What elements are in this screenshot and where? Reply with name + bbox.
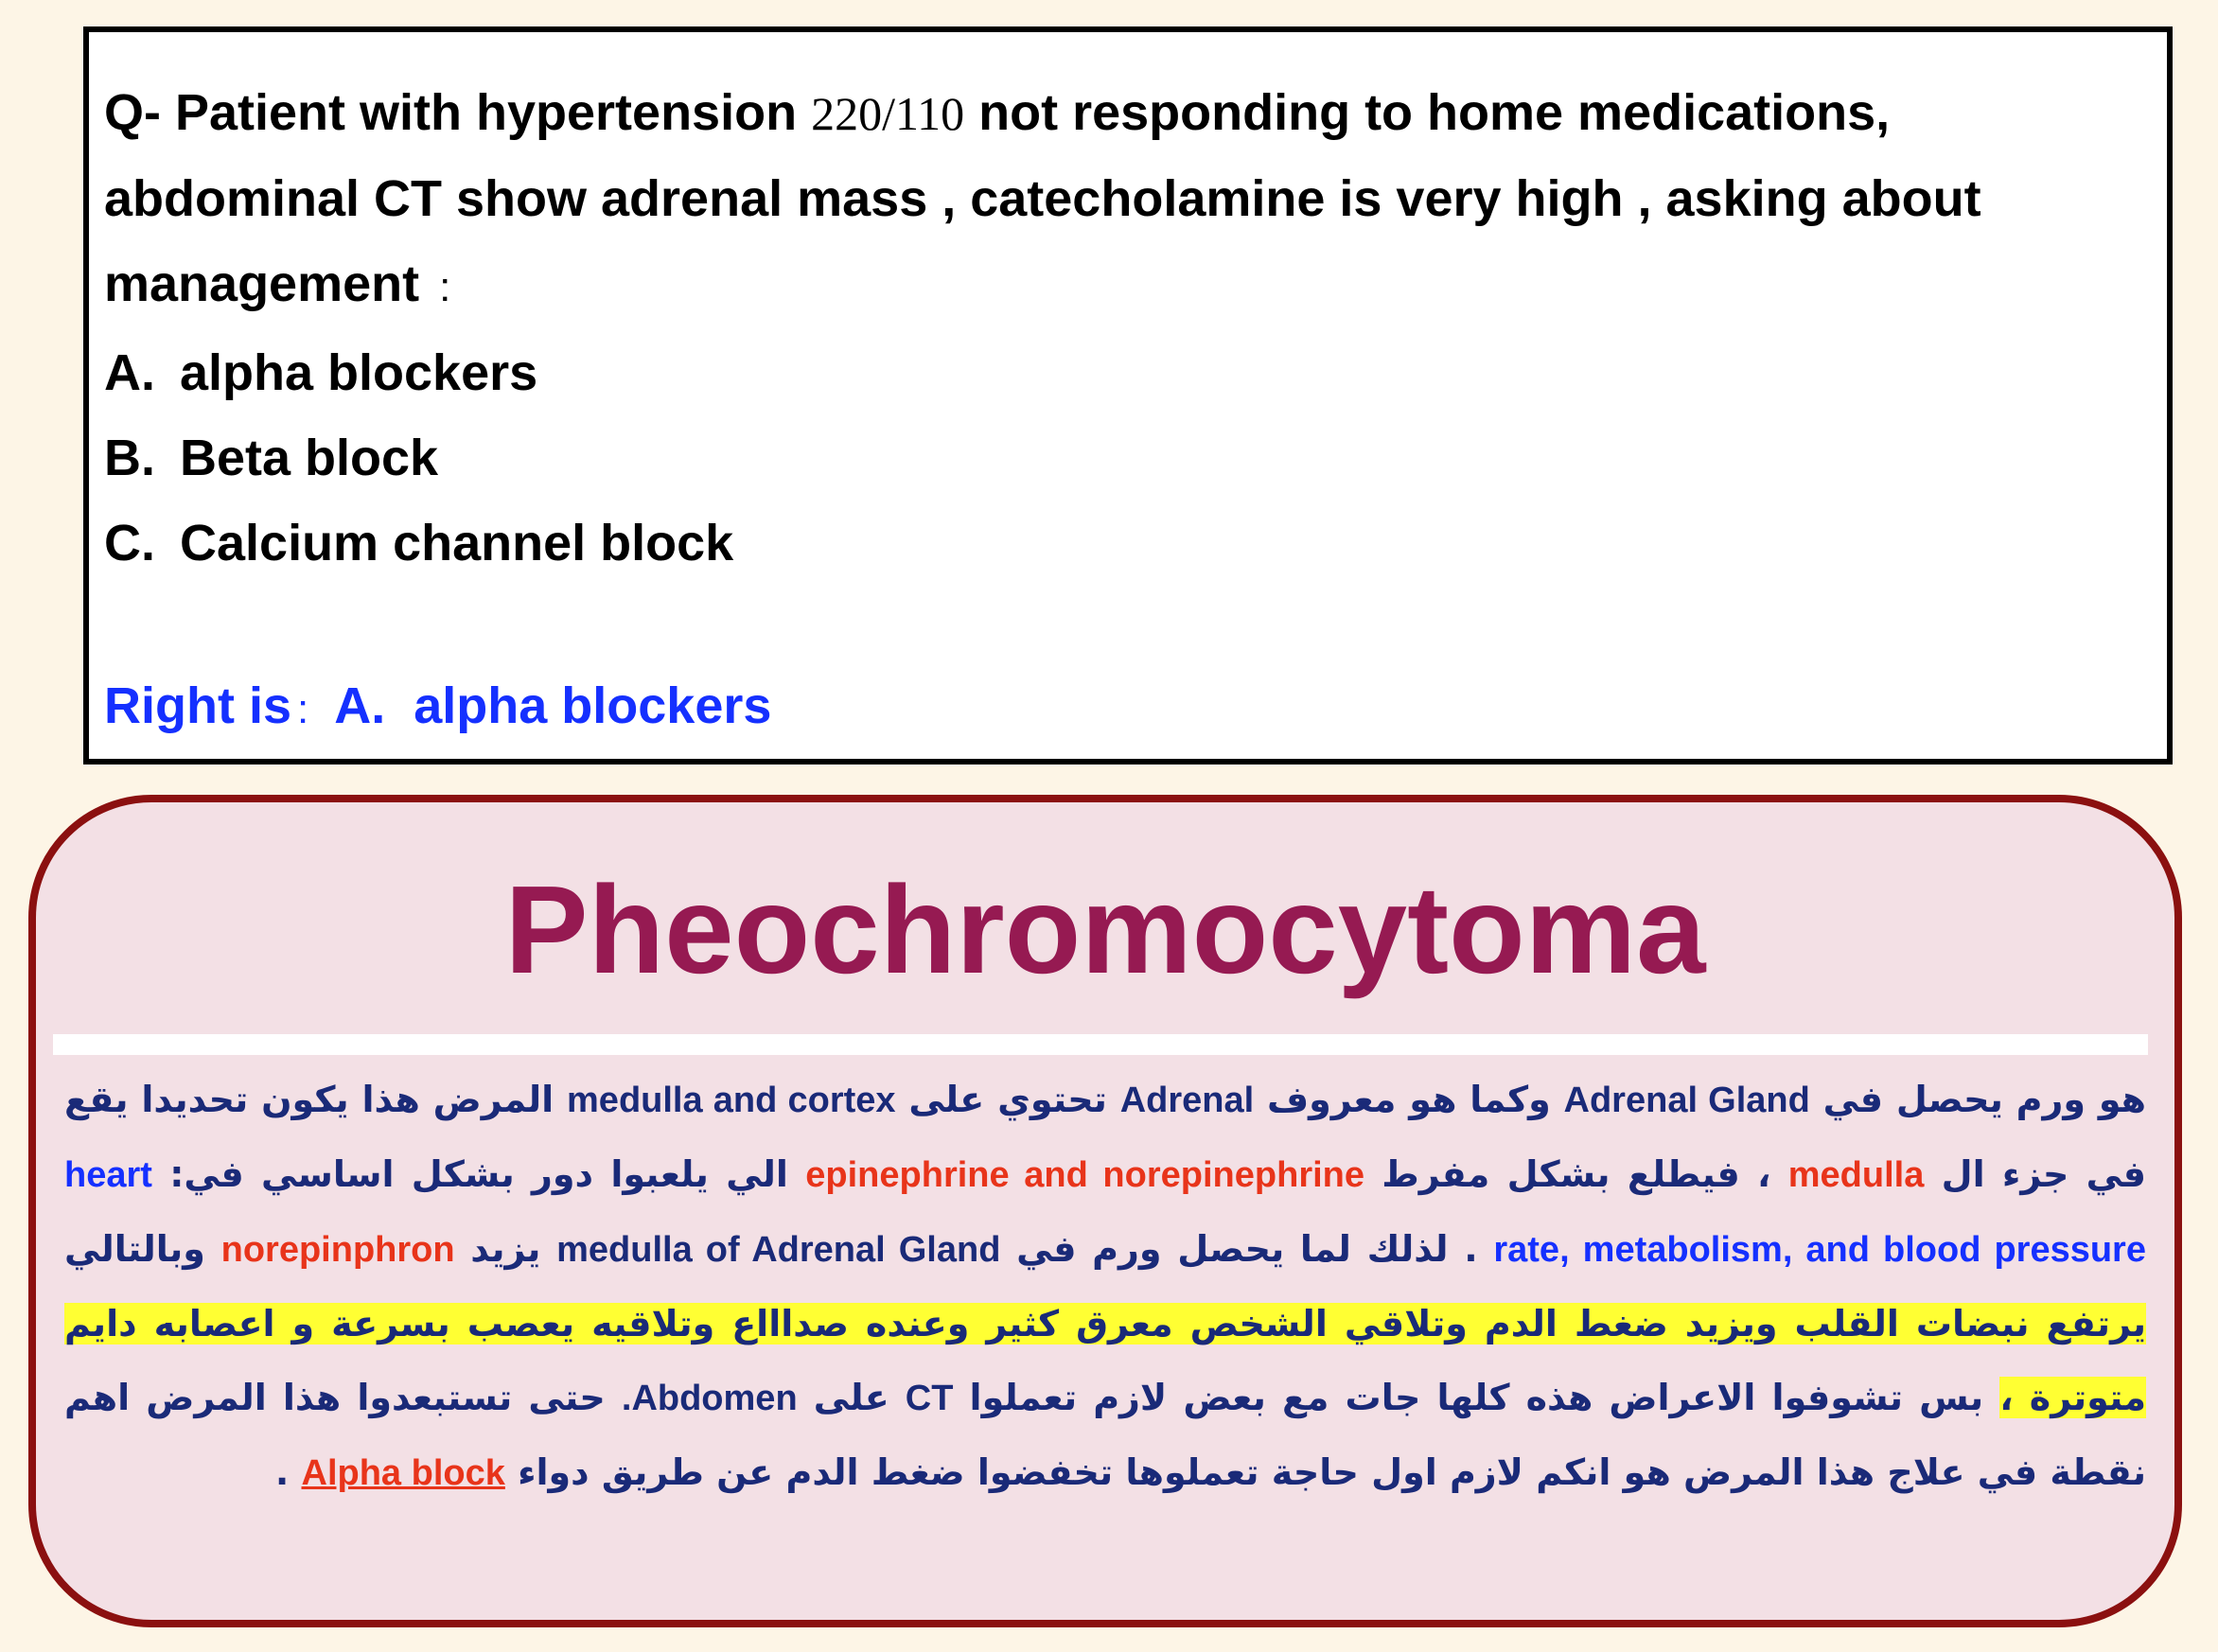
answer-text: alpha blockers <box>414 677 772 734</box>
term-norepinphron: norepinphron <box>220 1230 455 1270</box>
option-c-letter: C. <box>104 515 155 571</box>
term-ct: CT <box>905 1379 954 1418</box>
highlighted-symptoms: يرتفع نبضات القلب ويزيد ضغط الدم وتلاقي الشخص معرق كثير وعنده صداااع وتلاقيه يعصب بسرعة و اعصابه دايم متوترة ، <box>64 1303 2146 1418</box>
text-segment: الي يلعبوا دور بشكل اساسي في: <box>151 1153 806 1195</box>
question-colon: : <box>439 264 451 310</box>
term-adrenal: Adrenal <box>1119 1081 1255 1120</box>
question-line-1-rest: not responding to home medications, <box>964 84 1891 141</box>
term-medulla-and-cortex: medulla and cortex <box>567 1081 896 1120</box>
explanation-title: Pheochromocytoma <box>504 860 1706 999</box>
option-a-letter: A. <box>104 344 155 401</box>
text-segment: تحتوي على <box>895 1079 1120 1120</box>
text-segment: . <box>274 1451 302 1493</box>
term-medulla-of-adrenal-gland: medulla of Adrenal Gland <box>556 1230 1001 1270</box>
answer-letter: A. <box>334 677 386 734</box>
option-a <box>104 330 2167 415</box>
blood-pressure-value: 220/110 <box>811 87 965 140</box>
term-heart-rate-metabolism-bp: heart rate, metabolism, and blood pressure <box>64 1155 2146 1270</box>
term-abdomen: Abdomen. <box>621 1379 798 1418</box>
question-line-3 <box>104 241 2167 330</box>
option-b-letter: B. <box>104 430 155 486</box>
text-segment: وكما هو معروف <box>1254 1079 1564 1120</box>
text-segment: حتى تستبعدوا هذا المرض اهم نقطة في علاج هذا المرض هو انكم لازم اول حاجة تعملوها تخفضوا ضغط الدم عن طريق دواء <box>64 1377 2146 1493</box>
text-segment: . لذلك لما يحصل ورم في <box>1000 1228 1494 1270</box>
question-prefix: Q- Patient with hypertension <box>104 84 812 141</box>
option-c <box>104 501 2167 586</box>
term-epinephrine: epinephrine and norepinephrine <box>805 1155 1365 1195</box>
answer-label: Right is <box>104 677 291 734</box>
text-segment: وبالتالي <box>64 1228 221 1270</box>
text-segment: على <box>797 1377 906 1418</box>
option-a-text: alpha blockers <box>180 344 538 401</box>
term-adrenal-gland: Adrenal Gland <box>1563 1081 1810 1120</box>
explanation-text <box>64 1063 2146 1510</box>
question-line-3-text: management <box>104 255 420 312</box>
answer-colon: : <box>297 686 309 732</box>
text-segment: يزيد <box>454 1228 557 1270</box>
spacer <box>104 586 2167 663</box>
term-medulla: medulla <box>1787 1155 1925 1195</box>
question-box <box>83 26 2173 764</box>
explanation-box <box>28 795 2182 1627</box>
right-answer <box>104 663 2167 752</box>
text-segment: بس تشوفوا الاعراض هذه كلها جات مع بعض لازم تعملوا <box>953 1377 2000 1418</box>
text-segment: المرض هذا يكون تحديدا يقع في جزء ال <box>64 1079 2146 1195</box>
option-b-text: Beta block <box>180 430 439 486</box>
term-alpha-block: Alpha block <box>301 1453 505 1493</box>
option-b <box>104 415 2167 501</box>
text-segment: ، فيطلع بشكل مفرط <box>1364 1153 1788 1195</box>
question-line-2: abdominal CT show adrenal mass , catecholamine is very high , asking about <box>104 170 1981 227</box>
option-c-text: Calcium channel block <box>180 515 734 571</box>
title-divider <box>53 1034 2148 1055</box>
question-line-1 <box>104 70 2167 156</box>
text-segment: هو ورم يحصل في <box>1809 1079 2146 1120</box>
